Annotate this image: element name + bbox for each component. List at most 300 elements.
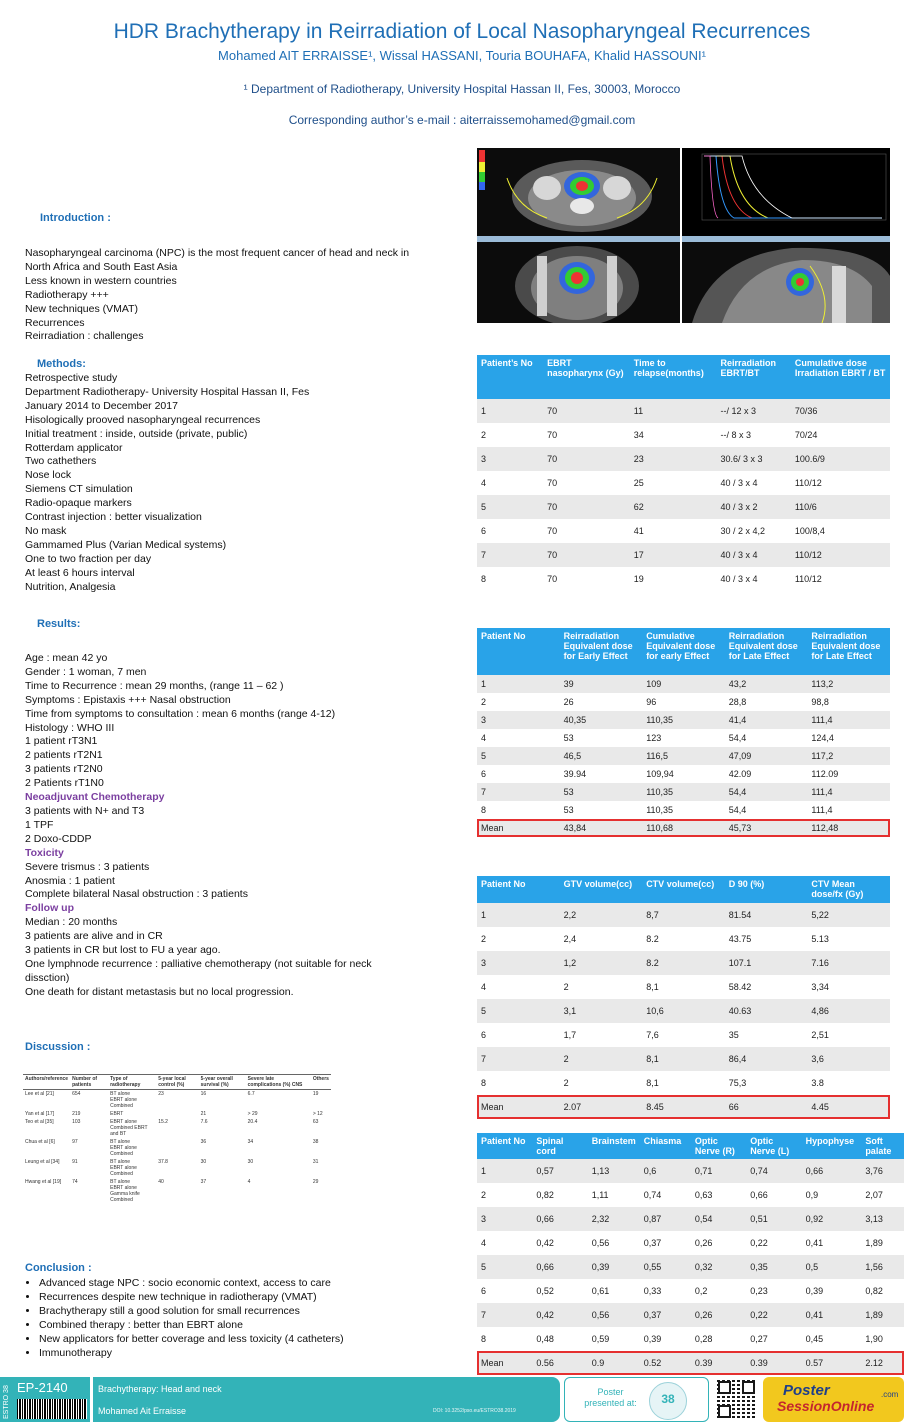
table-cell: 111,4 — [807, 711, 890, 729]
table-row — [477, 975, 890, 999]
table-mean-cell: 0.39 — [691, 1351, 746, 1375]
table-mean-cell: 2.12 — [861, 1351, 904, 1375]
authors: Mohamed AIT ERRAISSE¹, Wissal HASSANI, Touria BOUHAFA, Khalid HASSOUNI¹ — [218, 48, 706, 63]
table-cell: 10,6 — [642, 999, 725, 1023]
table-row — [477, 903, 890, 927]
methods-line: No mask — [25, 524, 67, 537]
table-mean-cell: 112,48 — [807, 819, 890, 837]
table-cell: 0,51 — [746, 1207, 801, 1231]
table-mean-cell: 4.45 — [807, 1095, 890, 1119]
discussion-table — [23, 1074, 331, 1204]
table-cell: 1 — [477, 903, 560, 927]
ct-sagittal-dose-image — [682, 236, 890, 323]
table-mean-cell: Mean — [477, 1095, 560, 1119]
discussion-cell — [156, 1138, 198, 1158]
results-line: Median : 20 months — [25, 916, 118, 929]
table-cell: 0,22 — [746, 1303, 801, 1327]
table-cell: 8,1 — [642, 1071, 725, 1095]
table-cell: 6 — [477, 765, 560, 783]
category-block — [93, 1377, 560, 1422]
table-cell: 2 — [560, 1071, 643, 1095]
discussion-cell: Chua et al [6] — [25, 1139, 55, 1145]
table-cell: 70 — [543, 399, 630, 423]
table-header-cell: D 90 (%) — [725, 876, 808, 903]
table-cell: 110/6 — [791, 495, 890, 519]
table-cell: 2 — [477, 693, 560, 711]
table-row — [477, 675, 890, 693]
discussion-cell: 36 — [200, 1139, 207, 1145]
table-row — [477, 999, 890, 1023]
table-cell: 2 — [477, 423, 543, 447]
table-cell: 2 — [477, 1183, 532, 1207]
discussion-row — [23, 1138, 331, 1158]
table-cell: 39.94 — [560, 765, 643, 783]
table-cell: 111,4 — [807, 783, 890, 801]
table-cell: 0,41 — [802, 1231, 862, 1255]
table-header-cell: Reirradiation Equivalent dose for Late Effect — [725, 628, 808, 675]
table-cell: 53 — [560, 783, 643, 801]
table-mean-row — [477, 1351, 904, 1375]
table-cell: 2,51 — [807, 1023, 890, 1047]
table-row — [477, 1303, 904, 1327]
discussion-cell: 30 — [200, 1159, 207, 1165]
table-cell: 111,4 — [807, 801, 890, 819]
results-line: One lymphnode recurrence : palliative chemotherapy (not suitable for neck — [25, 957, 372, 970]
conclusion-item: • Brachytherapy still a good solution for small recurrences — [39, 1304, 445, 1318]
table-header-cell: Time to relapse(months) — [630, 355, 717, 399]
table-cell: 0,82 — [532, 1183, 587, 1207]
table-cell: 1 — [477, 1159, 532, 1183]
table-header-cell: Spinal cord — [532, 1133, 587, 1159]
brand-bottom: SessionOnline — [777, 1398, 875, 1414]
table-mean-cell: 0.52 — [640, 1351, 691, 1375]
table-mean-cell: 8.45 — [642, 1095, 725, 1119]
table-cell: 40.63 — [725, 999, 808, 1023]
table-row — [477, 927, 890, 951]
table-cell: 109 — [642, 675, 725, 693]
methods-line: Retrospective study — [25, 372, 118, 384]
table-cell: 96 — [642, 693, 725, 711]
discussion-cell: 103 — [72, 1119, 81, 1125]
results-line: Anosmia : 1 patient — [25, 874, 115, 887]
table-cell: 40 / 3 x 2 — [717, 495, 791, 519]
table-cell: 8 — [477, 567, 543, 591]
results-line: Complete bilateral Nasal obstruction : 3 patients — [25, 888, 248, 901]
results-line: dissction) — [25, 971, 70, 984]
table-cell: 0,41 — [802, 1303, 862, 1327]
discussion-cell: 20.4 — [247, 1119, 258, 1125]
table-cell: 2,07 — [861, 1183, 904, 1207]
dvh-chart-image — [682, 148, 890, 236]
discussion-cell: BT alone EBRT alone Combined — [110, 1139, 137, 1157]
table-patient-treatment — [477, 355, 890, 591]
table-row — [477, 1023, 890, 1047]
table-cell: 47,09 — [725, 747, 808, 765]
table-cell: 1,7 — [560, 1023, 643, 1047]
table-row — [477, 1279, 904, 1303]
table-header-cell: Chiasma — [640, 1133, 691, 1159]
estro-number: 38 — [661, 1392, 675, 1406]
table-cell: 3 — [477, 711, 560, 729]
table-cell: 110,35 — [642, 801, 725, 819]
table-cell: 41,4 — [725, 711, 808, 729]
discussion-row — [23, 1110, 331, 1118]
barcode — [17, 1399, 87, 1419]
conclusion-item: • Advanced stage NPC : socio economic context, access to care — [39, 1276, 445, 1290]
table-cell: 7 — [477, 543, 543, 567]
results-line: Age : mean 42 yo — [25, 652, 108, 664]
discussion-cell: 29 — [312, 1179, 319, 1185]
results-line: 3 patients in CR but lost to FU a year ago. — [25, 944, 221, 957]
methods-line: Nutrition, Analgesia — [25, 580, 116, 593]
table-cell: 0,74 — [640, 1183, 691, 1207]
table-cell: 112.09 — [807, 765, 890, 783]
table-mean-cell: Mean — [477, 819, 560, 837]
table-cell: --/ 12 x 3 — [717, 399, 791, 423]
discussion-header-cell: Others — [311, 1075, 331, 1090]
table-cell: 30 / 2 x 4,2 — [717, 519, 791, 543]
table-cell: 70 — [543, 543, 630, 567]
conclusion-list — [25, 1276, 445, 1360]
table-cell: 8 — [477, 1071, 560, 1095]
table-row — [477, 1183, 904, 1207]
discussion-cell: BT alone EBRT alone Combined — [110, 1159, 137, 1177]
discussion-cell: 4 — [247, 1179, 251, 1185]
methods-line: Nose lock — [25, 469, 72, 482]
table-mean-cell: Mean — [477, 1351, 532, 1375]
table-cell: 0,92 — [802, 1207, 862, 1231]
table-cell: 25 — [630, 471, 717, 495]
table-cell: 43.75 — [725, 927, 808, 951]
table-cell: 1,89 — [861, 1303, 904, 1327]
table-row — [477, 1231, 904, 1255]
table-row — [477, 1327, 904, 1351]
table-cell: 4 — [477, 729, 560, 747]
results-line: Time to Recurrence : mean 29 months, (range 11 – 62 ) — [25, 679, 284, 692]
table-row — [477, 951, 890, 975]
discussion-cell: Hwang et al [19] — [25, 1179, 62, 1185]
introduction-line: North Africa and South East Asia — [25, 260, 178, 273]
table-cell: 1,13 — [588, 1159, 640, 1183]
table-cell: 3 — [477, 447, 543, 471]
table-cell: 100.6/9 — [791, 447, 890, 471]
methods-line: Gammamed Plus (Varian Medical systems) — [25, 538, 227, 551]
discussion-cell: 63 — [312, 1119, 319, 1125]
table-cell: 42.09 — [725, 765, 808, 783]
table-cell: 58.42 — [725, 975, 808, 999]
toxicity-heading: Toxicity — [25, 846, 64, 859]
table-cell: 3 — [477, 951, 560, 975]
table-cell: 110,35 — [642, 783, 725, 801]
table-mean-cell: 0.57 — [802, 1351, 862, 1375]
table-cell: 8 — [477, 801, 560, 819]
table-header-cell: Patient’s No — [477, 355, 543, 399]
table-cell: 1,90 — [861, 1327, 904, 1351]
discussion-cell: 219 — [72, 1111, 81, 1117]
table-cell: 4 — [477, 1231, 532, 1255]
table-cell: 0,55 — [640, 1255, 691, 1279]
table-cell: 1 — [477, 675, 560, 693]
table-cell: 19 — [630, 567, 717, 591]
introduction-line: Radiotherapy +++ — [25, 288, 109, 301]
table-cell: 0,66 — [532, 1207, 587, 1231]
methods-line: Radio-opaque markers — [25, 497, 132, 510]
table-cell: 2 — [560, 1047, 643, 1071]
discussion-cell: Leung et al [34] — [25, 1159, 60, 1165]
table-cell: 0,5 — [802, 1255, 862, 1279]
table-header-cell: Patient No — [477, 628, 560, 675]
table-cell: 1,2 — [560, 951, 643, 975]
discussion-cell: Teo et al [35] — [25, 1119, 54, 1125]
table-cell: 0,35 — [746, 1255, 801, 1279]
results-line: Time from symptoms to consultation : mean 6 months (range 4-12) — [25, 707, 336, 720]
table-cell: 11 — [630, 399, 717, 423]
table-cell: 5.13 — [807, 927, 890, 951]
table-cell: 40 / 3 x 4 — [717, 567, 791, 591]
methods-line: One to two fraction per day — [25, 552, 152, 565]
table-row — [477, 1207, 904, 1231]
category-label: Brachytherapy: Head and neck — [98, 1384, 222, 1394]
results-text — [25, 652, 372, 1000]
table-row — [477, 447, 890, 471]
discussion-cell: 40 — [158, 1179, 164, 1185]
table-mean-row — [477, 819, 890, 837]
table-cell: 0,54 — [691, 1207, 746, 1231]
table-organs-at-risk — [477, 1133, 904, 1375]
table-cell: 6 — [477, 1279, 532, 1303]
table-cell: 0,66 — [802, 1159, 862, 1183]
table-cell: 0,57 — [532, 1159, 587, 1183]
discussion-header-cell: Type of radiotherapy — [108, 1075, 156, 1090]
table-header-cell: CTV Mean dose/fx (Gy) — [807, 876, 890, 903]
discussion-cell: 37 — [200, 1179, 207, 1185]
table-cell: 3,13 — [861, 1207, 904, 1231]
table-cell: 2 — [560, 975, 643, 999]
table-cell: 75,3 — [725, 1071, 808, 1095]
discussion-header-cell: 5-year local control (%) — [156, 1075, 198, 1090]
table-cell: 30.6/ 3 x 3 — [717, 447, 791, 471]
discussion-cell: Lee et al [21] — [25, 1091, 54, 1097]
table-cell: 3.8 — [807, 1071, 890, 1095]
table-cell: 4 — [477, 975, 560, 999]
table-cell: 0,82 — [861, 1279, 904, 1303]
introduction-line: Reirradiation : challenges — [25, 330, 144, 343]
poster-id: EP-2140 — [17, 1380, 68, 1395]
table-cell: 5 — [477, 747, 560, 765]
table-cell: 0,61 — [588, 1279, 640, 1303]
table-cell: 2,4 — [560, 927, 643, 951]
introduction-line: Less known in western countries — [25, 274, 177, 287]
table-row — [477, 567, 890, 591]
table-mean-cell: 0.39 — [746, 1351, 801, 1375]
table-cell: 53 — [560, 729, 643, 747]
table-cell: 54,4 — [725, 729, 808, 747]
conclusion-item: • New applicators for better coverage and less toxicity (4 catheters) — [39, 1332, 445, 1346]
table-cell: 39 — [560, 675, 643, 693]
discussion-cell: 37.8 — [158, 1159, 168, 1165]
table-cell: 40,35 — [560, 711, 643, 729]
table-cell: 40 / 3 x 4 — [717, 543, 791, 567]
table-cell: 0,71 — [691, 1159, 746, 1183]
results-line: Histology : WHO III — [25, 721, 115, 734]
results-line: One death for distant metastasis but no local progression. — [25, 985, 294, 998]
table-cell: 0,59 — [588, 1327, 640, 1351]
table-cell: 100/8,4 — [791, 519, 890, 543]
conclusion-item: • Immunotherapy — [39, 1346, 445, 1360]
table-row — [477, 783, 890, 801]
table-cell: 7 — [477, 783, 560, 801]
table-cell: 3 — [477, 1207, 532, 1231]
table-cell: 0,23 — [746, 1279, 801, 1303]
results-line: Severe trismus : 3 patients — [25, 860, 150, 873]
methods-line: January 2014 to December 2017 — [25, 399, 178, 412]
results-line: Gender : 1 woman, 7 men — [25, 665, 147, 678]
table-cell: 7.16 — [807, 951, 890, 975]
table-cell: 107.1 — [725, 951, 808, 975]
introduction-line: Nasopharyngeal carcinoma (NPC) is the most frequent cancer of head and neck in — [25, 247, 410, 259]
table-header-cell: Optic Nerve (R) — [691, 1133, 746, 1159]
qr-code — [717, 1380, 755, 1418]
table-cell: 113,2 — [807, 675, 890, 693]
table-cell: 0,66 — [746, 1183, 801, 1207]
table-cell: 5 — [477, 999, 560, 1023]
table-cell: 7,6 — [642, 1023, 725, 1047]
table-cell: 0,39 — [802, 1279, 862, 1303]
table-cell: 110/12 — [791, 543, 890, 567]
table-cell: 98,8 — [807, 693, 890, 711]
table-cell: 26 — [560, 693, 643, 711]
table-cell: 6 — [477, 1023, 560, 1047]
brand-top: Poster — [783, 1382, 830, 1399]
presented-at-label: Poster presented at: — [584, 1387, 637, 1408]
table-header-cell: Reirradiation EBRT/BT — [717, 355, 791, 399]
table-cell: 17 — [630, 543, 717, 567]
table-row — [477, 711, 890, 729]
table-cell: 5 — [477, 1255, 532, 1279]
table-header-cell: Cumulative dose Irradiation EBRT / BT — [791, 355, 890, 399]
table-mean-cell: 0.56 — [532, 1351, 587, 1375]
table-cell: 0,52 — [532, 1279, 587, 1303]
table-cell: 0,27 — [746, 1327, 801, 1351]
table-cell: 0,45 — [802, 1327, 862, 1351]
table-equivalent-dose — [477, 628, 890, 837]
discussion-cell: 23 — [158, 1091, 164, 1097]
table-cell: 110/12 — [791, 567, 890, 591]
table-cell: 41 — [630, 519, 717, 543]
table-header-cell: Patient No — [477, 1133, 532, 1159]
table-cell: 35 — [725, 1023, 808, 1047]
results-line: 3 patients with N+ and T3 — [25, 804, 145, 817]
table-mean-row — [477, 1095, 890, 1119]
affiliation: ¹ Department of Radiotherapy, University Hospital Hassan II, Fes, 30003, Morocco — [243, 82, 681, 96]
table-cell: 0,37 — [640, 1231, 691, 1255]
table-cell: 23 — [630, 447, 717, 471]
table-cell: 116,5 — [642, 747, 725, 765]
table-cell: 70 — [543, 495, 630, 519]
table-header-cell: Hypophyse — [802, 1133, 862, 1159]
table-row — [477, 543, 890, 567]
presented-at-block — [564, 1377, 709, 1422]
table-cell: 7 — [477, 1303, 532, 1327]
table-cell: 0,56 — [588, 1231, 640, 1255]
discussion-cell: 30 — [247, 1159, 254, 1165]
discussion-cell: 654 — [72, 1091, 81, 1097]
discussion-cell: > 12 — [312, 1111, 323, 1117]
table-mean-cell: 66 — [725, 1095, 808, 1119]
table-cell: 0,42 — [532, 1303, 587, 1327]
table-cell: 0,6 — [640, 1159, 691, 1183]
table-cell: 0,66 — [532, 1255, 587, 1279]
table-row — [477, 801, 890, 819]
conclusion-heading: Conclusion : — [25, 1262, 92, 1274]
table-cell: 1,89 — [861, 1231, 904, 1255]
table-cell: 0,42 — [532, 1231, 587, 1255]
discussion-cell: 34 — [247, 1139, 254, 1145]
table-row — [477, 1255, 904, 1279]
discussion-row — [23, 1090, 331, 1111]
table-cell: 8,7 — [642, 903, 725, 927]
table-cell: 8,1 — [642, 1047, 725, 1071]
table-mean-cell: 2.07 — [560, 1095, 643, 1119]
table-cell: 46,5 — [560, 747, 643, 765]
introduction-line: Recurrences — [25, 316, 85, 329]
table-cell: 0,26 — [691, 1303, 746, 1327]
table-header-cell: GTV volume(cc) — [560, 876, 643, 903]
poster-title: HDR Brachytherapy in Reirradiation of Local Nasopharyngeal Recurrences — [113, 20, 811, 43]
results-line: 1 patient rT3N1 — [25, 735, 98, 748]
discussion-cell: 91 — [72, 1159, 78, 1165]
table-cell: 110,35 — [642, 711, 725, 729]
methods-line: Siemens CT simulation — [25, 483, 133, 496]
table-cell: 70 — [543, 423, 630, 447]
discussion-cell: 38 — [312, 1139, 319, 1145]
discussion-cell: EBRT alone Combined EBRT and BT — [110, 1119, 148, 1137]
introduction-line: New techniques (VMAT) — [25, 302, 139, 315]
poster-session-online-logo[interactable] — [763, 1377, 904, 1422]
results-line: Symptoms : Epistaxis +++ Nasal obstruction — [25, 693, 231, 706]
table-cell: 70 — [543, 567, 630, 591]
table-cell: 70 — [543, 471, 630, 495]
table-row — [477, 747, 890, 765]
table-cell: 0,63 — [691, 1183, 746, 1207]
table-volumes — [477, 876, 890, 1119]
table-cell: 4 — [477, 471, 543, 495]
table-cell: 0,2 — [691, 1279, 746, 1303]
table-mean-cell: 43,84 — [560, 819, 643, 837]
discussion-heading: Discussion : — [25, 1041, 91, 1053]
table-cell: 8.2 — [642, 927, 725, 951]
table-header-cell: Patient No — [477, 876, 560, 903]
methods-line: Hisologically prooved nasopharyngeal recurrences — [25, 413, 261, 426]
discussion-cell: 97 — [72, 1139, 78, 1145]
methods-line: Two cathethers — [25, 455, 97, 468]
results-line: 2 Patients rT1N0 — [25, 777, 104, 790]
table-cell: 70/36 — [791, 399, 890, 423]
table-cell: 1,11 — [588, 1183, 640, 1207]
footer-author: Mohamed Ait Erraisse — [98, 1406, 187, 1416]
table-row — [477, 471, 890, 495]
table-header-cell: CTV volume(cc) — [642, 876, 725, 903]
discussion-row — [23, 1118, 331, 1138]
results-line: 3 patients rT2N0 — [25, 763, 103, 776]
table-cell: 1,56 — [861, 1255, 904, 1279]
discussion-cell: 19 — [312, 1091, 319, 1097]
table-row — [477, 729, 890, 747]
discussion-cell: 16 — [200, 1091, 207, 1097]
table-header-cell: EBRT nasopharynx (Gy) — [543, 355, 630, 399]
methods-line: Contrast injection : better visualization — [25, 511, 202, 524]
discussion-cell: 74 — [72, 1179, 78, 1185]
